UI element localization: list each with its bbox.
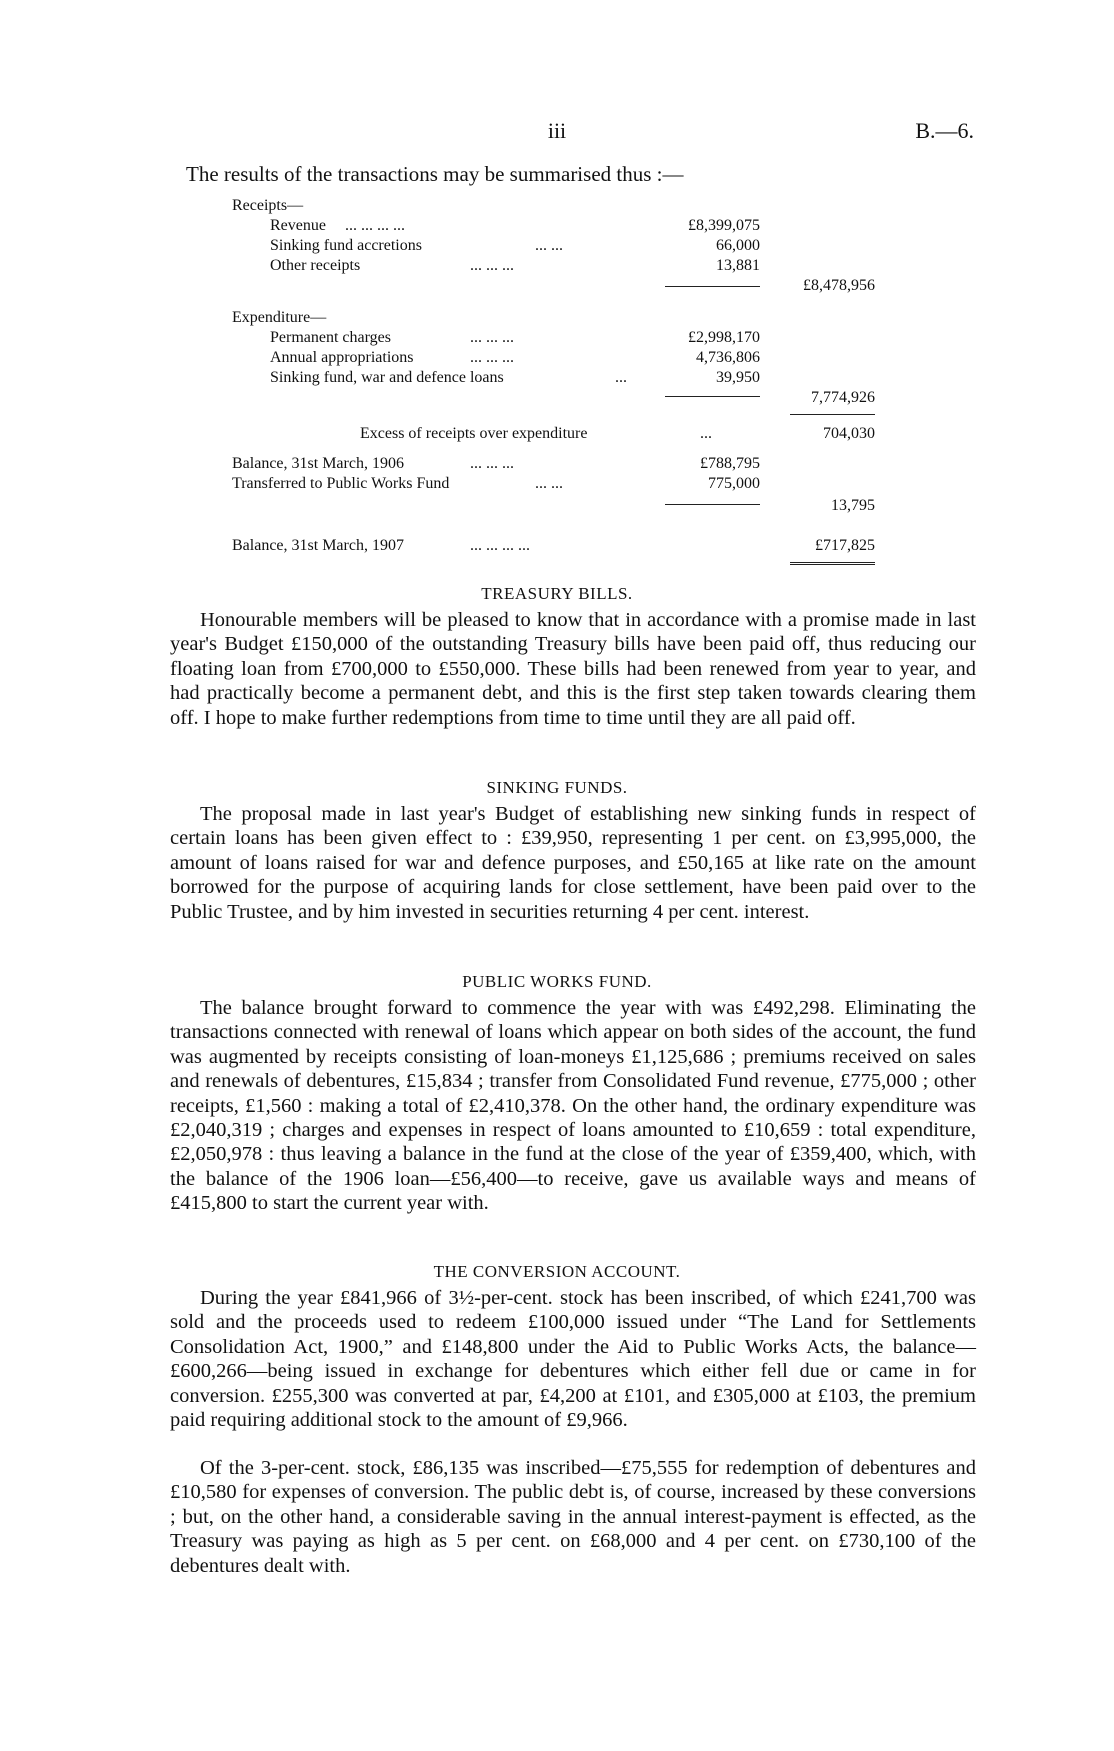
expenditure-row-amount: £2,998,170 — [688, 329, 760, 346]
balance-1907-label: Balance, 31st March, 1907 — [232, 537, 404, 554]
receipts-heading: Receipts— — [232, 197, 304, 214]
expenditure-total: 7,774,926 — [811, 389, 875, 406]
receipt-row-leaders: ... ... ... — [470, 257, 514, 274]
transferred-leaders: ... ... — [535, 475, 563, 492]
excess-label: Excess of receipts over expenditure — [360, 425, 588, 442]
receipt-row-amount: 66,000 — [716, 237, 760, 254]
page-header — [0, 118, 1114, 148]
balance-1906-amount: £788,795 — [700, 455, 760, 472]
receipt-row-label: Revenue — [270, 217, 326, 234]
balance-1907-leaders: ... ... ... ... — [470, 537, 530, 554]
expenditure-row-label: Sinking fund, war and defence loans — [270, 369, 504, 386]
expenditure-row-label: Permanent charges — [270, 329, 391, 346]
document-reference: B.—6. — [915, 118, 974, 143]
paragraph-sinking-funds: The proposal made in last year's Budget of establishing new sinking funds in respect of certain loans has been given effect to : £39,950, representing 1 per cent. on £3,995,000, the amount of loans raised for war and defence purposes, and £50,165 at like rate on the amount borrowed for the purpose of acquiring lands for close settlement, have been paid over to the Public Trustee, and by him invested in securities returning 4 per cent. interest. — [170, 803, 976, 923]
balance-1906-leaders: ... ... ... — [470, 455, 514, 472]
section-title-treasury-bills: TREASURY BILLS. — [481, 584, 633, 603]
paragraph-public-works-fund: The balance brought forward to commence the year with was £492,298. Eliminating the transactions connected with renewal of loans which appear on both sides of the account, the fund was augmented by receipts consisting of loan-moneys £1,125,686 ; premiums received on sales and renewals of debentures, £15,834 ; transfer from Consolidated Fund revenue, £775,000 ; other receipts, £1,560 : making a total of £2,410,378. On the other hand, the ordinary expenditure was £2,040,319 ; charges and expenses in respect of loans amounted to £10,659 : total expenditure, £2,050,978 : thus leaving a balance in the fund at the close of the year of £359,400, which, with the balance of the 1906 loan—£56,400—to receive, gave us available ways and means of £415,800 to start the current year with. — [170, 997, 976, 1215]
expenditure-row-leaders: ... ... ... — [470, 329, 514, 346]
net-amount: 13,795 — [831, 497, 875, 514]
subtotal-rule — [665, 286, 760, 287]
paragraph-conversion-account-1: During the year £841,966 of 3½-per-cent. stock has been inscribed, of which £241,700 was sold and the proceeds used to redeem £100,000 issued under “The Land for Settlements Consolidation Act, 1900,” and £148,800 under the Aid to Public Works Acts, the balance—£600,266—being issued in exchange for debentures which either fell due or came in for conversion. £255,300 was converted at par, £4,200 at £101, and £305,000 at £103, the premium paid requiring additional stock to the amount of £9,966. — [170, 1287, 976, 1432]
receipt-row-amount: 13,881 — [716, 257, 760, 274]
section-title-public-works-fund: PUBLIC WORKS FUND. — [462, 972, 652, 991]
page-number: iii — [547, 118, 567, 143]
subtotal-rule — [665, 396, 760, 397]
receipt-row-label: Other receipts — [270, 257, 361, 274]
expenditure-row-label: Annual appropriations — [270, 349, 414, 366]
receipt-row-leaders: ... ... ... ... — [345, 217, 405, 234]
summary-intro: The results of the transactions may be summarised thus :— — [186, 162, 684, 186]
section-title-conversion-account: THE CONVERSION ACCOUNT. — [433, 1262, 681, 1281]
balance-1906-label: Balance, 31st March, 1906 — [232, 455, 404, 472]
expenditure-row-amount: 4,736,806 — [696, 349, 760, 366]
total-rule — [790, 414, 875, 415]
excess-leaders: ... — [700, 425, 712, 442]
receipt-row-label: Sinking fund accretions — [270, 237, 422, 254]
excess-amount: 704,030 — [823, 425, 875, 442]
expenditure-row-leaders: ... — [615, 369, 627, 386]
receipt-row-leaders: ... ... — [535, 237, 563, 254]
receipts-total: £8,478,956 — [803, 277, 875, 294]
paragraph-conversion-account-2: Of the 3-per-cent. stock, £86,135 was inscribed—£75,555 for redemption of debentures and £10,580 for expenses of conversion. The public debt is, of course, increased by these conversions ; but, on the other hand, a considerable saving in the annual interest-payment is effected, as the Treasury was paying as high as 5 per cent. on £68,000 and 4 per cent. on £730,100 of the debentures dealt with. — [170, 1457, 976, 1577]
transferred-amount: 775,000 — [708, 475, 760, 492]
paragraph-treasury-bills: Honourable members will be pleased to know that in accordance with a promise made in last year's Budget £150,000 of the outstanding Treasury bills have been paid off, thus reducing our floating loan from £700,000 to £550,000. These bills had been renewed from year to year, and had practically become a permanent debt, and this is the first step taken towards clearing them off. I hope to make further redemptions from time to time until they are all paid off. — [170, 609, 976, 729]
expenditure-heading: Expenditure— — [232, 309, 327, 326]
expenditure-row-amount: 39,950 — [716, 369, 760, 386]
section-title-sinking-funds: SINKING FUNDS. — [486, 778, 628, 797]
receipt-row-amount: £8,399,075 — [688, 217, 760, 234]
balance-1907-amount: £717,825 — [815, 537, 875, 554]
grand-total-double-rule — [790, 562, 875, 565]
subtotal-rule — [665, 504, 760, 505]
transferred-label: Transferred to Public Works Fund — [232, 475, 450, 492]
expenditure-row-leaders: ... ... ... — [470, 349, 514, 366]
